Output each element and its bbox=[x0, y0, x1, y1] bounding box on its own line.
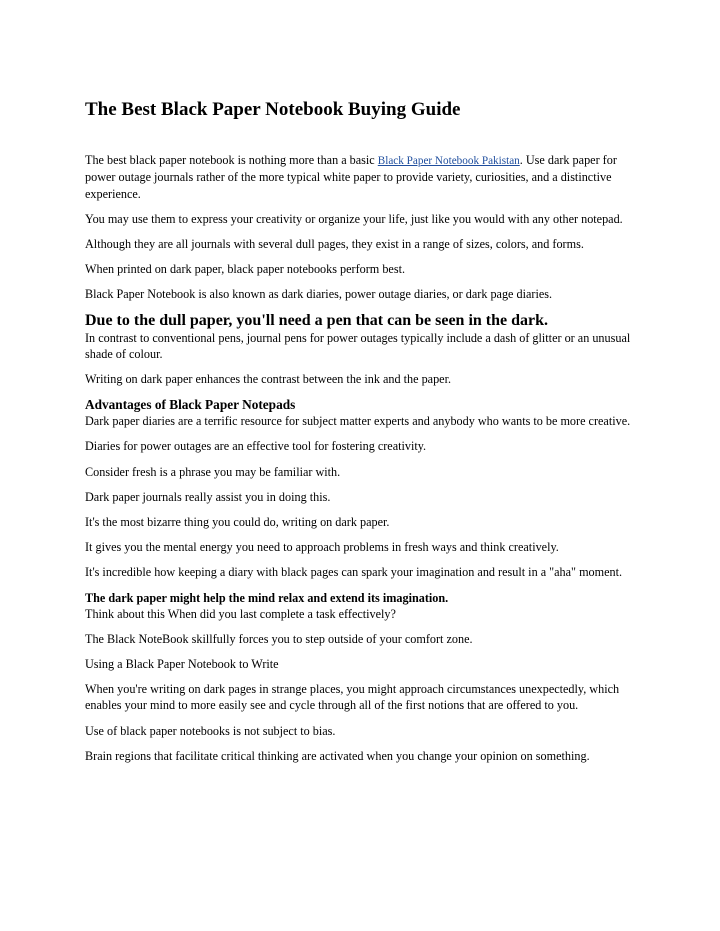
paragraph: Although they are all journals with several dull pages, they exist in a range of sizes, colors, and forms. bbox=[85, 236, 584, 251]
section-heading-relax: The dark paper might help the mind relax and extend its imagination. bbox=[85, 590, 449, 605]
intro-text-after: . Use dark paper for power outage journals rather of the more typical white paper to provide variety, curiosities, and a distinctive experience. bbox=[85, 153, 617, 201]
paragraph: Think about this When did you last complete a task effectively? bbox=[85, 606, 396, 621]
black-paper-notebook-link[interactable]: Black Paper Notebook Pakistan bbox=[377, 155, 520, 167]
page-title: The Best Black Paper Notebook Buying Guide bbox=[85, 99, 461, 120]
section-heading-advantages: Advantages of Black Paper Notepads bbox=[85, 397, 296, 413]
paragraph: Brain regions that facilitate critical thinking are activated when you change your opinion on something. bbox=[85, 748, 590, 763]
paragraph: Using a Black Paper Notebook to Write bbox=[85, 656, 279, 671]
paragraph: Diaries for power outages are an effective tool for fostering creativity. bbox=[85, 439, 427, 454]
paragraph: Black Paper Notebook is also known as dark diaries, power outage diaries, or dark page diaries. bbox=[85, 287, 553, 302]
paragraph: Dark paper diaries are a terrific resource for subject matter experts and anybody who wants to be more creative. bbox=[85, 414, 631, 429]
paragraph: When you're writing on dark pages in strange places, you might approach circumstances unexpectedly, which enables your mind to more easily see and cycle through all of the first notions that are offered to you. bbox=[85, 682, 620, 713]
paragraph: The Black NoteBook skillfully forces you to step outside of your comfort zone. bbox=[85, 631, 473, 646]
document-page bbox=[85, 98, 635, 773]
intro-paragraph bbox=[85, 152, 635, 202]
paragraph: Consider fresh is a phrase you may be familiar with. bbox=[85, 464, 341, 479]
paragraph: When printed on dark paper, black paper notebooks perform best. bbox=[85, 262, 405, 277]
paragraph: It's incredible how keeping a diary with black pages can spark your imagination and result in a "aha" moment. bbox=[85, 565, 623, 580]
paragraph: Use of black paper notebooks is not subject to bias. bbox=[85, 723, 336, 738]
section-heading-pen: Due to the dull paper, you'll need a pen that can be seen in the dark. bbox=[85, 311, 549, 329]
paragraph: It gives you the mental energy you need to approach problems in fresh ways and think creatively. bbox=[85, 540, 559, 555]
paragraph: Writing on dark paper enhances the contrast between the ink and the paper. bbox=[85, 372, 452, 387]
paragraph: It's the most bizarre thing you could do, writing on dark paper. bbox=[85, 514, 390, 529]
paragraph: Dark paper journals really assist you in doing this. bbox=[85, 489, 331, 504]
paragraph: In contrast to conventional pens, journal pens for power outages typically include a dash of glitter or an unusual shade of colour. bbox=[85, 330, 631, 361]
paragraph: You may use them to express your creativity or organize your life, just like you would with any other notepad. bbox=[85, 211, 623, 226]
intro-text-before: The best black paper notebook is nothing more than a basic bbox=[85, 153, 378, 167]
